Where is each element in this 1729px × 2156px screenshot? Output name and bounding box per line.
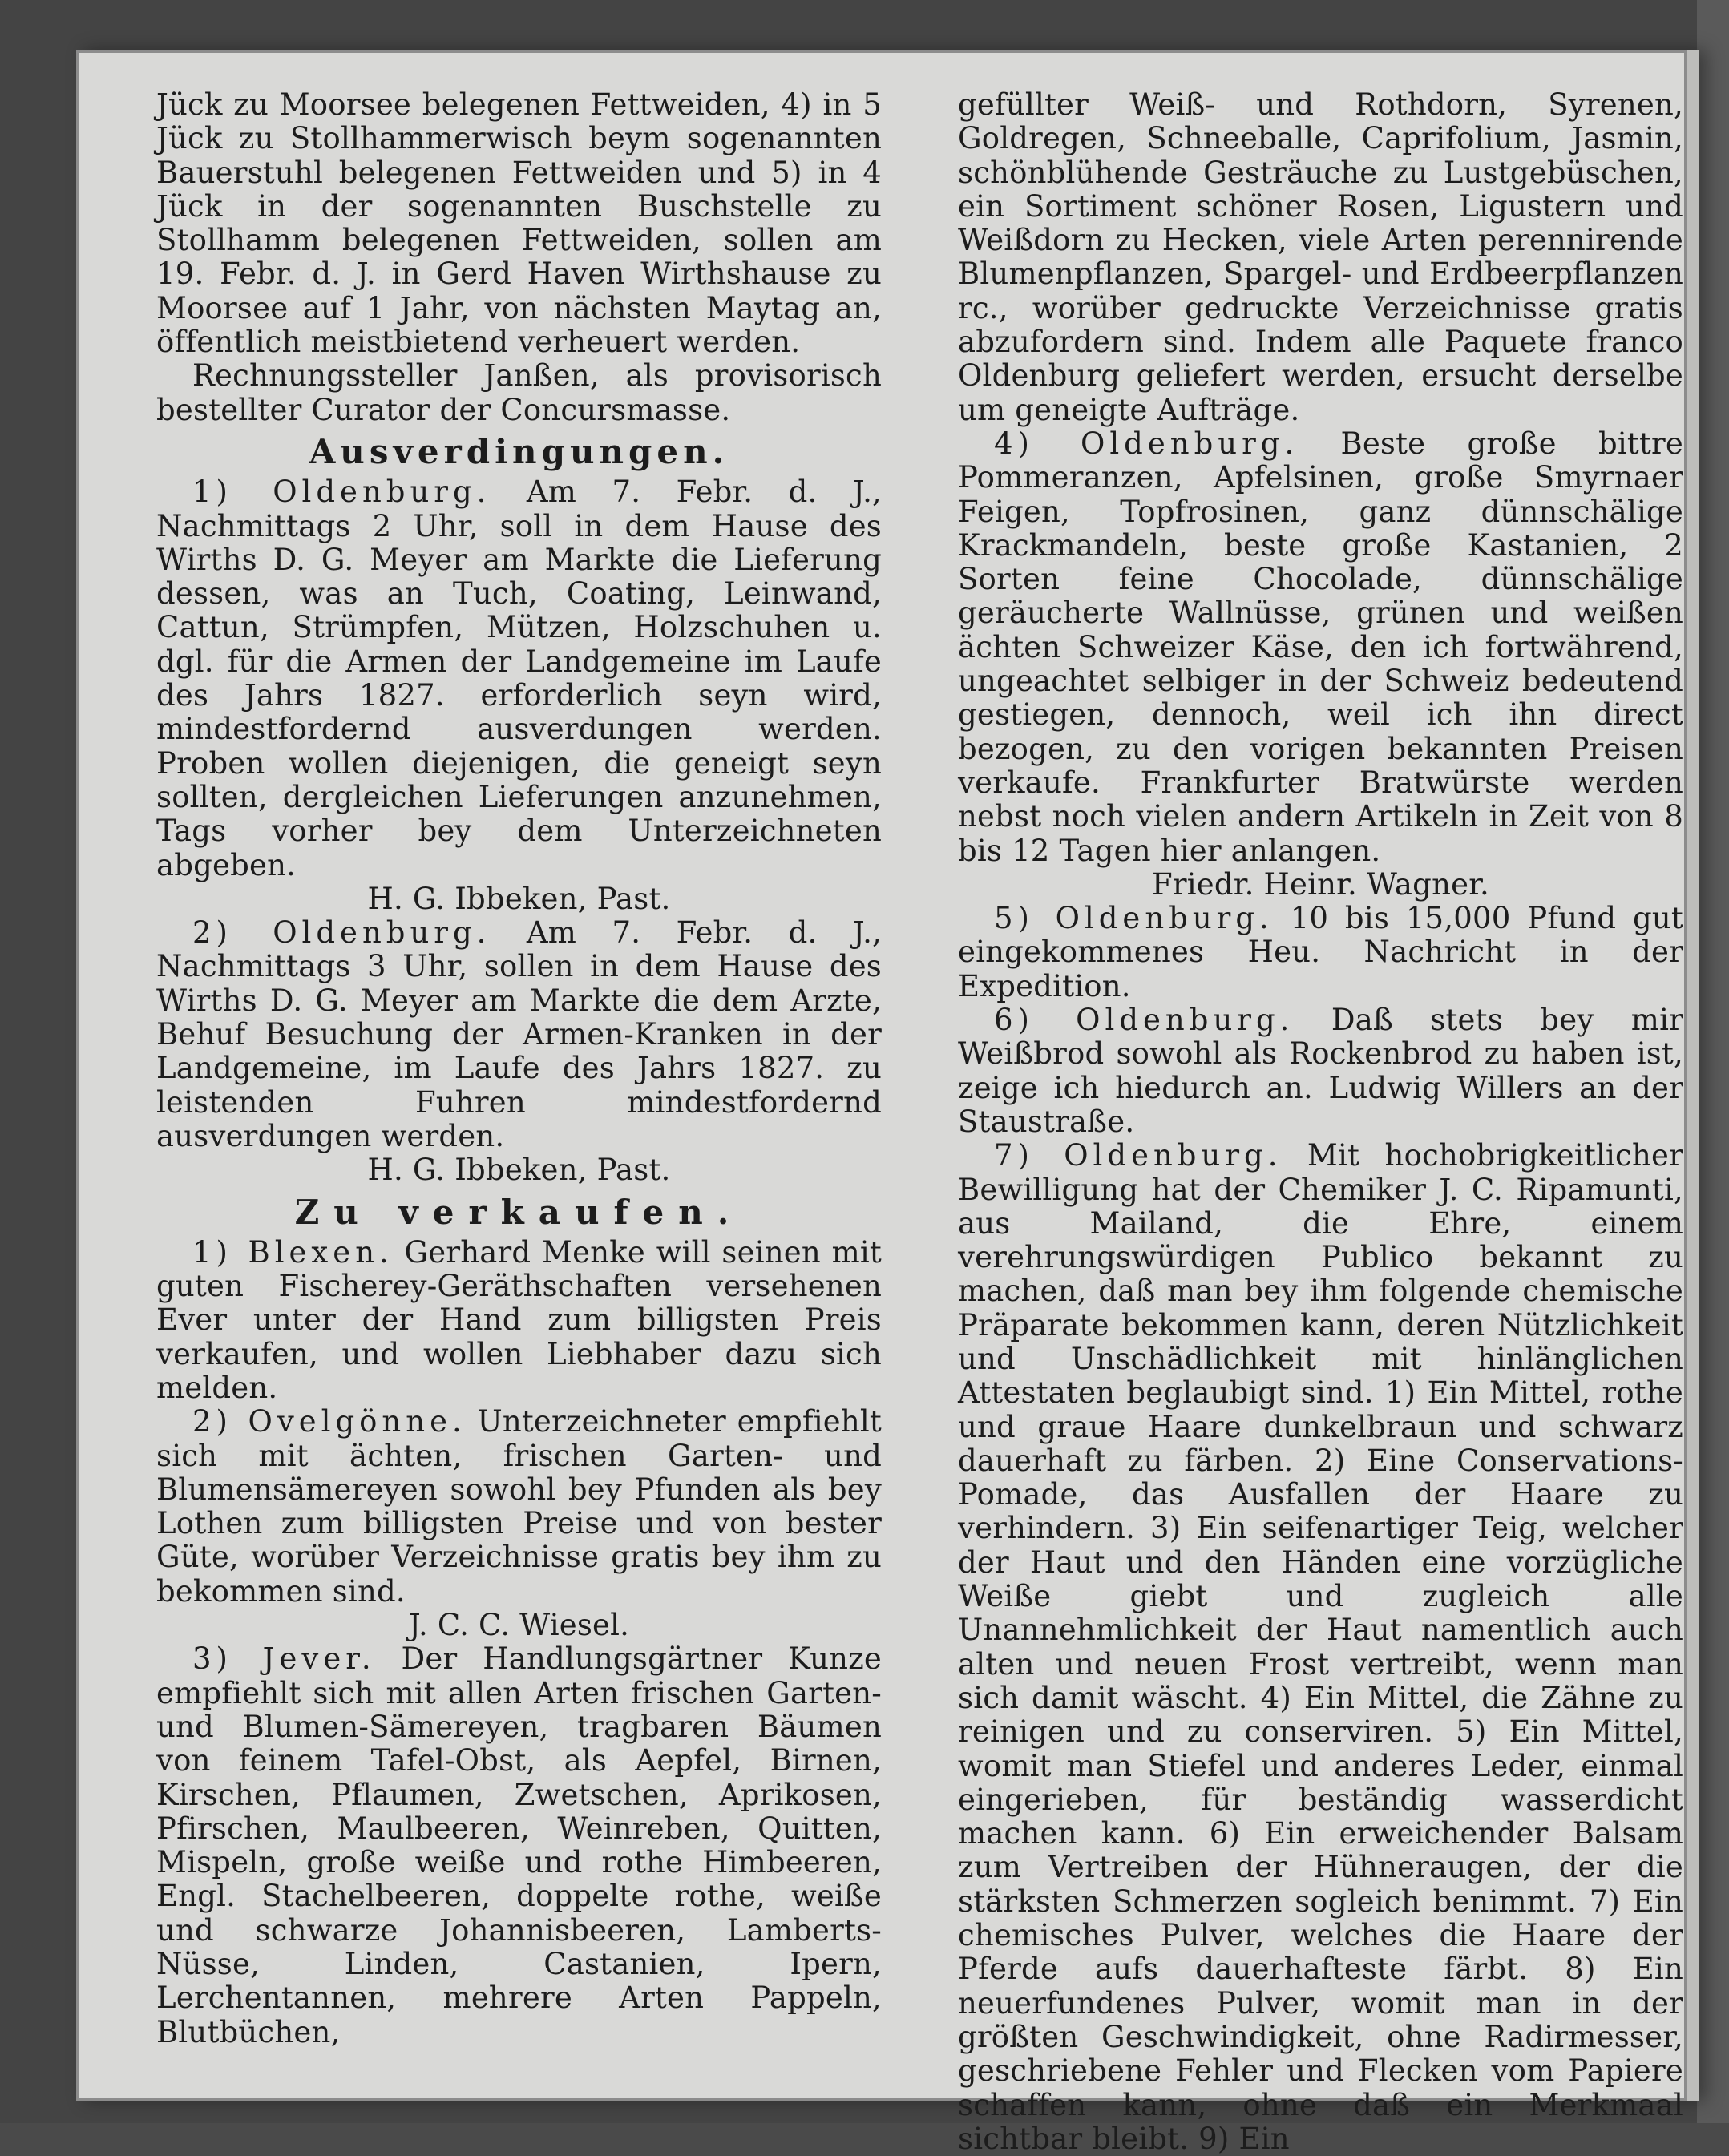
section-heading-ausverdingungen: Ausverdingungen. (309, 431, 729, 471)
notice-signature: H. G. Ibbeken, Past. (367, 881, 671, 916)
intro-paragraph: Jück zu Moorsee belegenen Fettweiden, 4) in 5 Jück zu Stollhammerwisch beym sogenannten Bauerstuhl belegenen Fettweiden und 5) in 4 Jück in der sogenannten Buschstelle zu Stollhamm belegenen Fettweiden, sollen am 19. Febr. d. J. in Gerd Haven Wirthshause zu Moorsee auf 1 Jahr, von nächsten Maytag an, öffentlich meistbietend verheuert werden. (156, 87, 882, 360)
sale-place: 4) Oldenburg. (994, 426, 1299, 461)
notice-signature: H. G. Ibbeken, Past. (367, 1153, 671, 1188)
sale-place: 5) Oldenburg. (994, 901, 1274, 936)
section-heading-zu-verkaufen: Zu verkaufen. (294, 1192, 744, 1232)
sale-item-1 (156, 1236, 882, 1405)
sale-text: Beste große bittre Pommeranzen, Apfelsinen, große Smyrnaer Feigen, Topfrosinen, ganz dünnschälige Krackmandeln, beste große Kastanien, 2 Sorten feine Chocolade, dünnschälige geräucherte Wallnüsse, grünen und weißen ächten Schweizer Käse, den ich fortwährend, ungeachtet selbiger in der Schweiz bedeutend gestiegen, dennoch, weil ich ihn direct bezogen, zu den vorigen bekannten Preisen verkaufe. Frankfurter Bratwürste werden nebst noch vielen andern Artikeln in Zeit von 8 bis 12 Tagen hier anlangen. (958, 426, 1683, 868)
sale-place: 6) Oldenburg. (994, 1003, 1295, 1038)
continuation-paragraph: gefüllter Weiß- und Rothdorn, Syrenen, Goldregen, Schneeballe, Caprifolium, Jasmin, schönblühende Gesträuche zu Lustgebüschen, ein Sortiment schöner Rosen, Ligustern und Weißdorn zu Hecken, viele Arten perennirende Blumenpflanzen, Spargel- und Erdbeerpflanzen rc., worüber gedruckte Verzeichnisse gratis abzufordern sind. Indem alle Paquete franco Oldenburg geliefert werden, ersucht derselbe um geneigte Aufträge. (958, 87, 1683, 427)
notice-place: 2) Oldenburg. (192, 915, 491, 951)
scanner-edge-strip (1697, 0, 1729, 2123)
sale-place: 2) Ovelgönne. (192, 1404, 467, 1439)
notice-place: 1) Oldenburg. (192, 474, 491, 510)
notice-text: Am 7. Febr. d. J., Nachmittags 2 Uhr, soll in dem Hause des Wirths D. G. Meyer am Markte die Lieferung dessen, was an Tuch, Coating, Leinwand, Cattun, Strümpfen, Mützen, Holzschuhen u. dgl. für die Armen der Landgemeine im Laufe des Jahrs 1827. erforderlich seyn wird, mindestfordernd ausverdungen werden. Proben wollen diejenigen, die geneigt seyn sollten, dergleichen Lieferungen anzunehmen, Tags vorher bey dem Unterzeichneten abgeben. (156, 474, 883, 882)
sale-place: 3) Jever. (192, 1641, 376, 1677)
sale-item-7 (958, 1139, 1683, 2156)
intro-signature: Rechnungssteller Janßen, als provisorisch bestellter Curator der Concursmasse. (156, 358, 882, 427)
sale-item-6 (958, 1003, 1683, 1139)
notice-text: Am 7. Febr. d. J., Nachmittags 3 Uhr, sollen in dem Hause des Wirths D. G. Meyer am Markte die dem Arzte, Behuf Besuchung der Armen-Kranken in der Landgemeine, im Laufe des Jahrs 1827. zu leistenden Fuhren mindestfordernd ausverdungen werden. (156, 915, 883, 1153)
sale-item-2 (156, 1405, 882, 1609)
sale-signature: Friedr. Heinr. Wagner. (1152, 866, 1489, 902)
sale-text: Mit hochobrigkeitlicher Bewilligung hat der Chemiker J. C. Ripamunti, aus Mailand, die Ehre, einem verehrungswürdigen Publico bekannt zu machen, daß man bey ihm folgende chemische Präparate bekommen kann, deren Nützlichkeit und Unschädlichkeit mit hinlänglichen Attestaten beglaubigt sind. 1) Ein Mittel, rothe und graue Haare dunkelbraun und schwarz dauerhaft zu färben. 2) Eine Conservations-Pomade, das Ausfallen der Haare zu verhindern. 3) Ein seifenartiger Teig, welcher der Haut und den Händen eine vorzügliche Weiße giebt und zugleich alle Unannehmlichkeit der Haut namentlich auch alten und neuen Frost vertreibt, wenn man sich damit wäscht. 4) Ein Mittel, die Zähne zu reinigen und zu conserviren. 5) Ein Mittel, womit man Stiefel und anderes Leder, einmal eingerieben, für beständig wasserdicht machen kann. 6) Ein erweichender Balsam zum Vertreiben der Hühneraugen, der die stärksten Schmerzen sogleich benimmt. 7) Ein chemisches Pulver, welches die Haare der Pferde aufs dauerhafteste färbt. 8) Ein neuerfundenes Pulver, womit man in der größten Geschwindigkeit, ohne Radirmesser, geschriebene Fehler und Flecken vom Papiere schaffen kann, ohne daß ein Merkmaal sichtbar bleibt. 9) Ein (958, 1138, 1683, 2156)
sale-item-5 (958, 902, 1683, 1003)
sale-place: 1) Blexen. (192, 1234, 394, 1270)
sale-signature: J. C. C. Wiesel. (408, 1608, 630, 1643)
sale-item-3 (156, 1642, 882, 2049)
sale-item-4 (958, 427, 1683, 868)
left-column (156, 88, 882, 2049)
right-column (958, 88, 1683, 2156)
sale-text: Der Handlungsgärtner Kunze empfiehlt sich mit allen Arten frischen Garten- und Blumen-Sämereyen, tragbaren Bäumen von feinem Tafel-Obst, als Aepfel, Birnen, Kirschen, Pflaumen, Zwetschen, Aprikosen, Pfirschen, Maulbeeren, Weinreben, Quitten, Mispeln, große weiße und rothe Himbeeren, Engl. Stachelbeeren, doppelte rothe, weiße und schwarze Johannisbeeren, Lamberts-Nüsse, Linden, Castanien, Ipern, Lerchentannen, mehrere Arten Pappeln, Blutbüchen, (156, 1641, 882, 2049)
sale-text: Daß stets bey mir Weißbrod sowohl als Rockenbrod zu haben ist, zeige ich hiedurch an. Ludwig Willers an der Staustraße. (958, 1003, 1684, 1139)
sale-place: 7) Oldenburg. (994, 1138, 1283, 1173)
sale-text: Gerhard Menke will seinen mit guten Fischerey-Geräthschaften versehenen Ever unter der Hand zum billigsten Preis verkaufen, und wollen Liebhaber dazu sich melden. (156, 1234, 882, 1405)
notice-item-1 (156, 475, 882, 882)
notice-item-2 (156, 916, 882, 1153)
sale-text: 10 bis 15,000 Pfund gut eingekommenes Heu. Nachricht in der Expedition. (958, 901, 1684, 1003)
sale-text: Unterzeichneter empfiehlt sich mit ächten, frischen Garten- und Blumensämereyen sowohl bey Pfunden als bey Lothen zum billigsten Preise und von bester Güte, worüber Verzeichnisse gratis bey ihm zu bekommen sind. (156, 1404, 882, 1609)
